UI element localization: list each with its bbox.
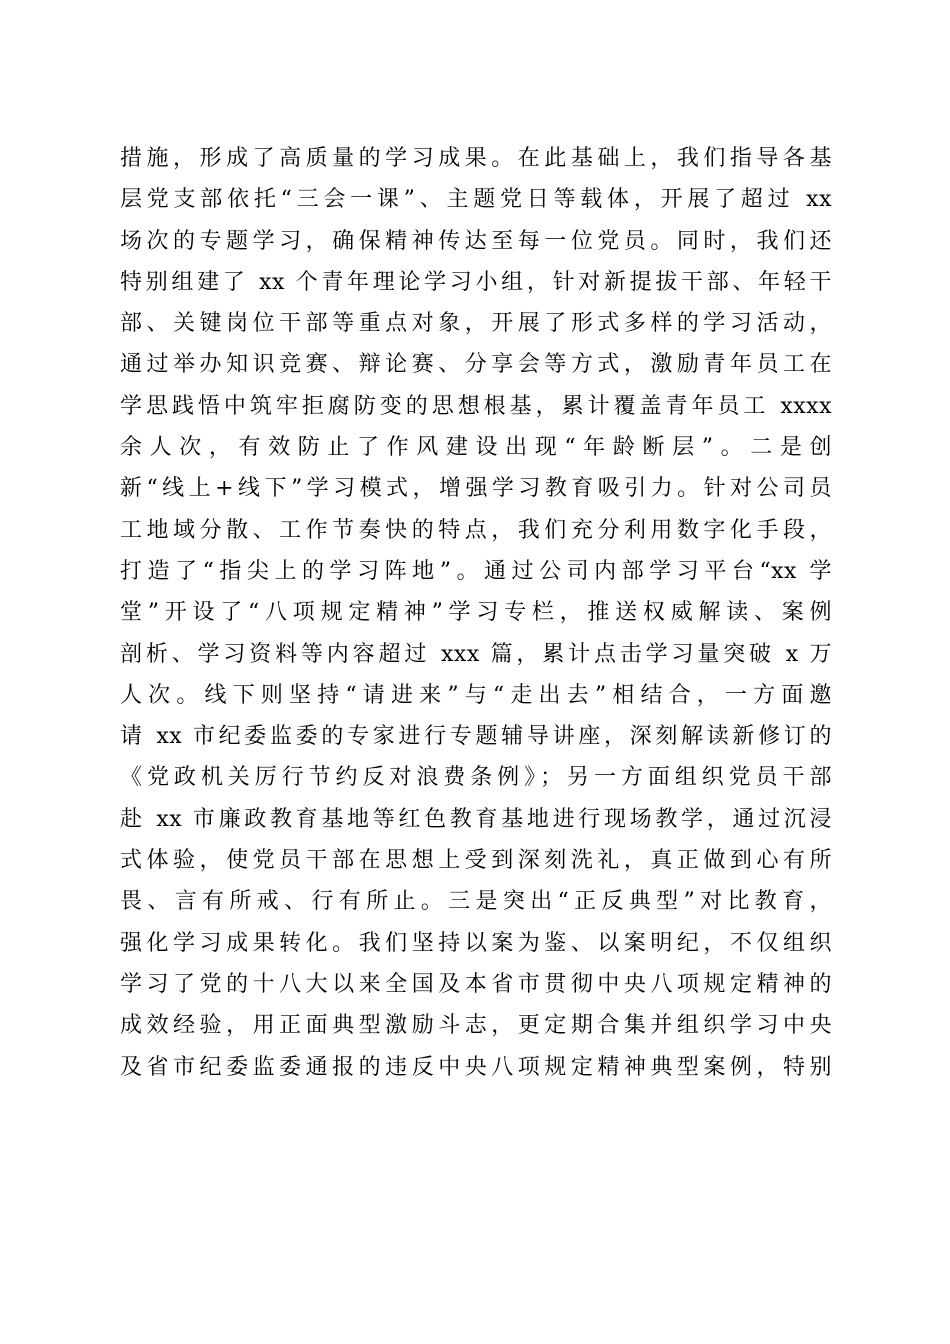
text-line: 式体验，使党员干部在思想上受到深刻洗礼，真正做到心有所 <box>120 848 832 874</box>
text-line: 层党支部依托“三会一课”、主题党日等载体，开展了超过 xx <box>120 187 832 213</box>
text-line: 场次的专题学习，确保精神传达至每一位党员。同时，我们还 <box>120 228 832 254</box>
text-line: 工地域分散、工作节奏快的特点，我们充分利用数字化手段， <box>120 517 832 543</box>
text-line: 特别组建了 xx 个青年理论学习小组，针对新提拔干部、年轻干 <box>120 269 832 295</box>
text-line: 成效经验，用正面典型激励斗志，更定期合集并组织学习中央 <box>120 1013 832 1039</box>
text-line: 请 xx 市纪委监委的专家进行专题辅导讲座，深刻解读新修订的 <box>120 724 832 750</box>
text-line: 人次。线下则坚持“请进来”与“走出去”相结合，一方面邀 <box>120 682 832 708</box>
text-line: 赴 xx 市廉政教育基地等红色教育基地进行现场教学，通过沉浸 <box>120 806 832 832</box>
text-line: 通过举办知识竞赛、辩论赛、分享会等方式，激励青年员工在 <box>120 352 832 378</box>
text-line: 余人次，有效防止了作风建设出现“年龄断层”。二是创 <box>120 435 832 461</box>
text-line: 强化学习成果转化。我们坚持以案为鉴、以案明纪，不仅组织 <box>120 930 832 956</box>
text-line: 堂”开设了“八项规定精神”学习专栏，推送权威解读、案例 <box>120 600 832 626</box>
text-line: 《党政机关厉行节约反对浪费条例》；另一方面组织党员干部 <box>120 765 832 791</box>
text-line: 畏、言有所戒、行有所止。三是突出“正反典型”对比教育， <box>120 889 832 915</box>
text-line: 打造了“指尖上的学习阵地”。通过公司内部学习平台“xx 学 <box>120 558 832 584</box>
text-line: 新“线上+线下”学习模式，增强学习教育吸引力。针对公司员 <box>120 476 832 502</box>
text-line: 学习了党的十八大以来全国及本省市贯彻中央八项规定精神的 <box>120 971 832 997</box>
body-text <box>120 138 832 1088</box>
text-line: 及省市纪委监委通报的违反中央八项规定精神典型案例，特别 <box>120 1054 832 1080</box>
text-line: 部、关键岗位干部等重点对象，开展了形式多样的学习活动， <box>120 311 832 337</box>
text-line: 措施，形成了高质量的学习成果。在此基础上，我们指导各基 <box>120 146 832 171</box>
text-line: 剖析、学习资料等内容超过 xxx 篇，累计点击学习量突破 x 万 <box>120 641 832 667</box>
text-line: 学思践悟中筑牢拒腐防变的思想根基，累计覆盖青年员工 xxxx <box>120 393 832 419</box>
